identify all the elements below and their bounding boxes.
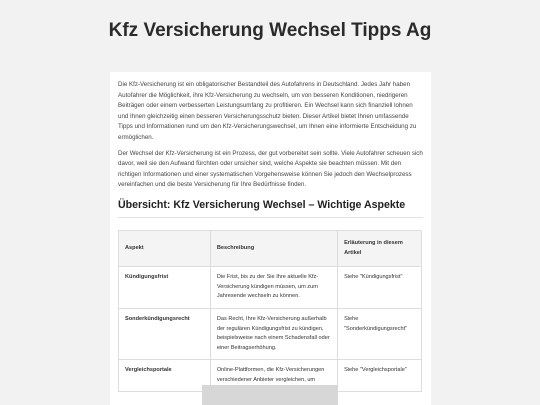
section-heading: Übersicht: Kfz Versicherung Wechsel – Wichtige Aspekte: [118, 199, 423, 218]
table-header-row: [119, 230, 422, 266]
table-cell-aspect: Sonderkündigungsrecht: [119, 308, 211, 359]
table-row: [119, 267, 422, 309]
table-header-cell: Erläuterung in diesem Artikel: [338, 230, 422, 266]
table-cell-description: Die Frist, bis zu der Sie Ihre aktuelle Kfz-Versicherung kündigen müssen, um zum Jahresende wechseln zu können.: [210, 267, 337, 309]
table-row: [119, 308, 422, 359]
table-header-cell: Aspekt: [119, 230, 211, 266]
bottom-overlay-bar: [202, 385, 338, 405]
table-cell-reference: Siehe "Sonderkündigungsrecht": [338, 308, 422, 359]
table-cell-reference: Siehe "Kündigungsfrist": [338, 267, 422, 309]
table-cell-aspect: Vergleichsportale: [119, 360, 211, 392]
table-cell-description: Online-Plattformen, die Kfz-Versicherungen verschiedener Anbieter vergleichen, um: [210, 360, 337, 392]
intro-paragraph: Der Wechsel der Kfz-Versicherung ist ein Prozess, der gut vorbereitet sein sollte. Viele Autofahrer scheuen sich davor, weil sie den Aufwand fürchten oder unsicher sind, welche Aspekte sie beachten müssen. Mit den richtigen Informationen und einer systematischen Vorgehensweise können Sie jedoch den Wechselprozess vereinfachen und die beste Versicherung für Ihre Bedürfnisse finden.: [118, 149, 423, 189]
intro-paragraph: Die Kfz-Versicherung ist ein obligatorischer Bestandteil des Autofahrens in Deutschland. Jedes Jahr haben Autofahrer die Möglichkeit, ihre Kfz-Versicherung zu wechseln, um von besseren Konditionen, niedrigeren Beiträgen oder einem verbesserten Leistungsumfang zu profitieren. Ein Wechsel kann sich finanziell lohnen und Ihnen gleichzeitig einen besseren Versicherungsschutz bieten. Dieser Artikel bietet Ihnen umfassende Tipps und Informationen rund um den Kfz-Versicherungswechsel, um Ihnen eine informierte Entscheidung zu ermöglichen.: [118, 81, 417, 141]
overview-table: [118, 230, 422, 393]
page-title: Kfz Versicherung Wechsel Tipps Ag: [108, 20, 432, 41]
table-cell-aspect: Kündigungsfrist: [119, 267, 211, 309]
table-cell-reference: Siehe "Vergleichsportale": [338, 360, 422, 392]
table-header-cell: Beschreibung: [210, 230, 337, 266]
table-cell-description: Das Recht, Ihre Kfz-Versicherung außerhalb der regulären Kündigungsfrist zu kündigen, beispielsweise nach einem Schadensfall oder einer Beitragserhöhung.: [210, 308, 337, 359]
article-card: [110, 72, 431, 405]
